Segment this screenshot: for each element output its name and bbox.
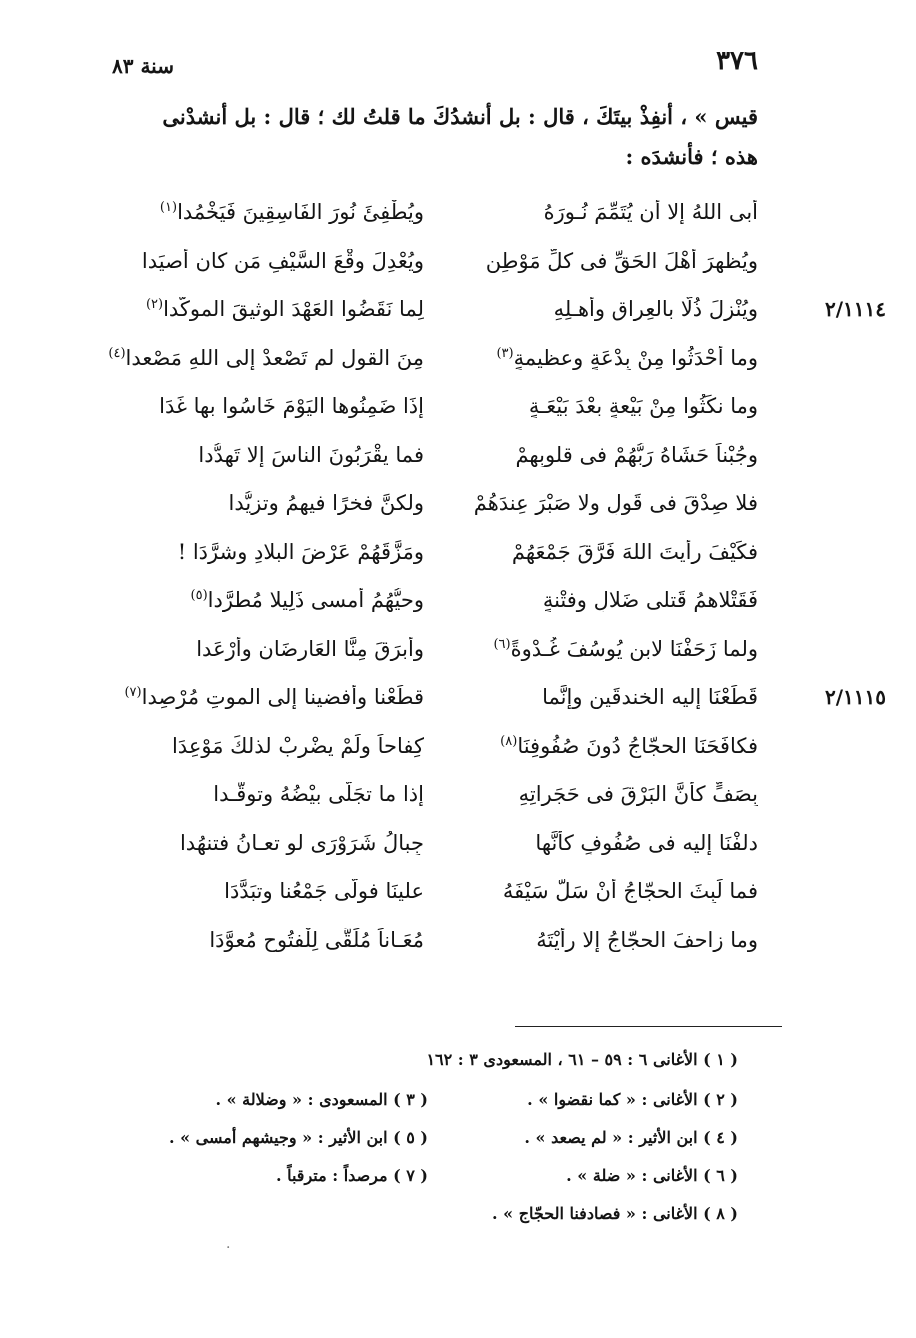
- verse-row: [108, 384, 758, 428]
- verse-row: [108, 724, 758, 768]
- verse-row: [108, 918, 758, 962]
- footnote-marker: (٤): [108, 345, 126, 361]
- hemistich-text: قَطَعْنَا إليه الخندقَينِ وإنَّما: [542, 685, 758, 709]
- footnote-marker: (٧): [124, 685, 142, 700]
- verse-second-hemistich: [108, 685, 424, 709]
- hemistich-text: علينَا فولَّى جَمْعُنا وتبَدَّدَا: [224, 879, 424, 903]
- intro-line-2: هذه ؛ فأنشدَه :: [625, 144, 758, 169]
- hemistich-text: مِنَ القولِ لم تَصْعدْ إلى اللهِ مَصْعدا: [125, 345, 424, 370]
- footnote-marker: (٥): [190, 588, 208, 603]
- footnote-marker: (١): [159, 200, 178, 215]
- verse-row: [108, 530, 758, 574]
- verse-first-hemistich: [442, 540, 758, 564]
- verse-second-hemistich: [108, 928, 424, 952]
- verse-second-hemistich: [108, 782, 424, 806]
- verse-row: [108, 772, 758, 816]
- hemistich-text: أَبى اللهُ إلا أن يُتَمِّمَ نُـورَهُ: [543, 200, 758, 224]
- verse-first-hemistich: [442, 491, 758, 515]
- verse-second-hemistich: [108, 831, 424, 855]
- verse-row: [108, 869, 758, 913]
- verse-first-hemistich: [442, 394, 758, 418]
- hemistich-text: ويُطْفِئَ نُورَ الفَاسِقِينَ فَيَخْمُدا: [177, 200, 424, 224]
- footnote-5: ( ٥ ) ابن الأثير : « وجيشهم أمسى » .: [168, 1128, 428, 1147]
- verse-row: [108, 190, 758, 234]
- hemistich-text: وما أَحْدَثُوا مِنْ بِدْعَةٍ وعظيمةٍ: [513, 345, 758, 370]
- hemistich-text: وحيُّهُمُ أمسى ذَلِيلا مُطرَّدا: [207, 588, 424, 612]
- verse-row: [108, 287, 758, 331]
- hemistich-text: إذا ما تجَلَّى بيْضُهُ وتوقَّـدا: [213, 782, 424, 806]
- hemistich-text: فما لَبِثَ الحجّاجُ أنْ سَلَّ سَيْفَهُ: [502, 879, 758, 903]
- hemistich-text: فلا صِدْقَ فى قَولٍ ولا صَبْرَ عِندَهُمْ: [473, 491, 758, 515]
- footnote-2: ( ٢ ) الأغانى : « كما نقضوا » .: [527, 1090, 738, 1109]
- footnote-8: ( ٨ ) الأغانى : « فصادفنا الحجّاج » .: [492, 1204, 738, 1223]
- hemistich-text: لِما نَقَضُوا العَهْدَ الوثيقَ الموكَّدا: [163, 297, 424, 321]
- verse-second-hemistich: [108, 637, 424, 661]
- hemistich-text: فما يقْرَبُونَ الناسَ إلا تَهدُّدا: [198, 442, 424, 467]
- verse-second-hemistich: [108, 491, 424, 515]
- verse-row: [108, 627, 758, 671]
- hemistich-text: دلفْنَا إليه فى صُفُوفٍ كأنَّها: [535, 830, 758, 855]
- hemistich-text: مُعَـاناً مُلَقًّى لِلْفتُوحِ مُعوَّدَا: [209, 927, 424, 952]
- verse-second-hemistich: [108, 540, 424, 564]
- footnote-marker: (٨): [500, 733, 518, 749]
- verse-first-hemistich: [442, 588, 758, 612]
- hemistich-text: بِصَفٍّ كأنَّ البَرْقَ فى حَجَراتِهِ: [518, 782, 758, 806]
- footnote-3: ( ٣ ) المسعودى : « وضلالة » .: [215, 1090, 428, 1109]
- verse-row: [108, 239, 758, 283]
- verse-first-hemistich: [442, 443, 758, 467]
- hemistich-text: وأَبرَقَ مِنَّا العَارِضَانِ وأَرْعَدا: [196, 636, 424, 661]
- footnote-4: ( ٤ ) ابن الأثير : « لم يصعد » .: [524, 1128, 738, 1147]
- footnote-marker: (٣): [496, 345, 514, 361]
- verse-second-hemistich: [108, 394, 424, 418]
- hemistich-text: قطَعْنا وأَفضينا إلى الموتِ مُرْصِدا: [141, 685, 424, 709]
- margin-reference: ٢/١١١٥: [824, 685, 886, 709]
- verse-second-hemistich: [108, 588, 424, 612]
- hemistich-text: فكافَحَنَا الحجّاجُ دُونَ صُفُوفِنَا: [517, 733, 758, 758]
- hemistich-text: فَقَتْلاهمُ قَتلى ضَلالٍ وفتْنةٍ: [542, 588, 758, 612]
- hemistich-text: وما نكَثُوا مِنْ بَيْعةٍ بعْدَ بَيْعَـةٍ: [528, 394, 758, 418]
- hemistich-text: كِفاحاً ولَمْ يضْرِبْ لذلكَ مَوْعِدَا: [171, 733, 424, 758]
- verse-row: [108, 821, 758, 865]
- verse-second-hemistich: [108, 249, 424, 273]
- footnote-7: ( ٧ ) مرصداً : مترقباً .: [275, 1166, 428, 1185]
- verse-second-hemistich: [108, 200, 424, 224]
- verse-first-hemistich: [442, 249, 758, 273]
- verse-row: [108, 433, 758, 477]
- margin-reference: ٢/١١١٤: [824, 297, 886, 321]
- hemistich-text: إذَا ضَمِنُوها اليَوْمَ خَاسُوا بها غَدَا: [159, 394, 424, 418]
- verse-row: [108, 675, 758, 719]
- verse-second-hemistich: [108, 734, 424, 758]
- footnote-marker: (٦): [493, 636, 511, 652]
- verse-row: [108, 578, 758, 622]
- verse-first-hemistich: [442, 782, 758, 806]
- hemistich-text: وجُبْناً حَشَاهُ رَبُّهُمْ فى قلوبِهِمْ: [515, 442, 758, 467]
- hemistich-text: جِبالُ شَرَوْرَى لو تعـانُ فتنهُدا: [179, 830, 424, 855]
- verse-second-hemistich: [108, 297, 424, 321]
- verse-first-hemistich: [442, 734, 758, 758]
- verse-first-hemistich: [442, 928, 758, 952]
- verse-first-hemistich: [442, 831, 758, 855]
- verse-first-hemistich: [442, 200, 758, 224]
- hemistich-text: ولما زَحَفْنَا لابنِ يُوسُفَ غُـدْوةً: [510, 636, 758, 661]
- footnote-marker: (٢): [145, 297, 164, 312]
- running-head: سنة ٨٣: [112, 54, 174, 78]
- verse-first-hemistich: [442, 297, 758, 321]
- hemistich-text: ويُظهِرَ أَهْلَ الحَقِّ فى كلِّ مَوْطِنٍ: [485, 248, 758, 273]
- verse-row: [108, 336, 758, 380]
- hemistich-text: وما زاحفَ الحجّاجُ إلا رأيْتَهُ: [536, 927, 758, 952]
- verse-second-hemistich: [108, 443, 424, 467]
- page-number: ٣٧٦: [716, 46, 758, 76]
- verse-second-hemistich: [108, 346, 424, 370]
- hemistich-text: ولكنَّ فخرًا فيهِمُ وتزيُّدا: [228, 491, 424, 515]
- hemistich-text: ويُنْزِلَ ذُلًّا بالعِراقِ وأَهـلِهِ: [553, 297, 758, 321]
- verse-first-hemistich: [442, 685, 758, 709]
- hemistich-text: ويُعْدِلَ وقْعَ السَّيْفِ مَن كان أَصيَدا: [141, 248, 424, 273]
- page-mark: ·: [226, 1240, 231, 1256]
- footnote-6: ( ٦ ) الأغانى : « ضلة » .: [566, 1166, 738, 1185]
- verse-row: [108, 481, 758, 525]
- verse-first-hemistich: [442, 879, 758, 903]
- verse-first-hemistich: [442, 637, 758, 661]
- footnote-rule: [515, 1026, 782, 1027]
- verse-second-hemistich: [108, 879, 424, 903]
- verse-first-hemistich: [442, 346, 758, 370]
- hemistich-text: فكَيْفَ رأيتَ اللهَ فَرَّقَ جَمْعَهُمْ: [511, 539, 758, 564]
- hemistich-text: ومَزَّقَهُمْ عَرْضَ البلادِ وشرَّدَا !: [177, 539, 424, 564]
- intro-line-1: قيس » ، أنفِذْ بيتَكَ ، قال : بل أنشدُكَ ما قلتُ لك ؛ قال : بل أنشدْنى: [162, 104, 758, 129]
- footnote-1: ( ١ ) الأغانى ٦ : ٥٩ – ٦١ ، المسعودى ٣ : ١٦٢: [426, 1050, 738, 1069]
